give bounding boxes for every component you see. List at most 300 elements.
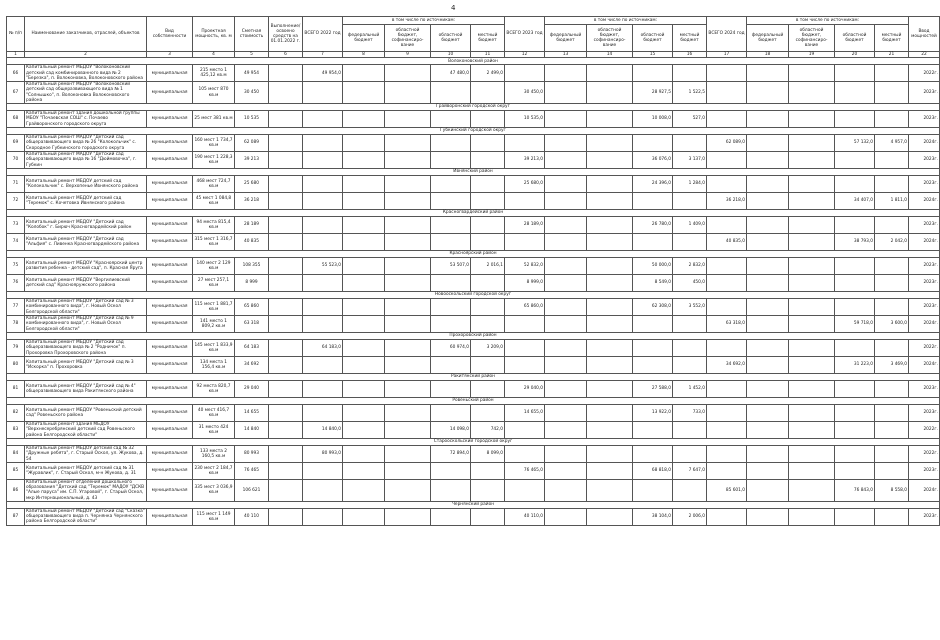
estimated-cost: 36 218 [235, 193, 269, 210]
total-2023 [505, 422, 545, 439]
regcofin-2023 [587, 381, 633, 398]
total-2024 [707, 508, 747, 525]
spent [269, 82, 303, 104]
fed-2022 [343, 193, 385, 210]
local-2024 [875, 176, 909, 193]
local-2023: 733,0 [673, 405, 707, 422]
regcofin-2022 [385, 316, 431, 333]
section-row [7, 292, 940, 299]
commission-year: 2022г. [909, 446, 940, 463]
reg-2024 [835, 405, 875, 422]
local-2022 [471, 152, 505, 169]
regcofin-2022 [385, 258, 431, 275]
row-num: 77 [7, 299, 25, 316]
fed-2024 [747, 381, 789, 398]
total-2022: 49 954,0 [303, 65, 343, 82]
capacity: 94 места 815,4 кв.м [193, 217, 235, 234]
estimated-cost: 40 110 [235, 508, 269, 525]
header-total-2024: ВСЕГО 2024 год [707, 17, 747, 52]
fed-2022 [343, 357, 385, 374]
regcofin-2024 [789, 446, 835, 463]
row-num: 81 [7, 381, 25, 398]
fed-2023 [545, 480, 587, 502]
fed-2024 [747, 193, 789, 210]
fed-2022 [343, 217, 385, 234]
fed-2022 [343, 340, 385, 357]
colnum: 22 [909, 52, 940, 58]
capacity: 335 мест 3 036,9 кв.м [193, 480, 235, 502]
ownership: муниципальная [147, 340, 193, 357]
total-2022 [303, 508, 343, 525]
colnum: 17 [707, 52, 747, 58]
regcofin-2022 [385, 381, 431, 398]
regcofin-2022 [385, 193, 431, 210]
ownership: муниципальная [147, 381, 193, 398]
fed-2023 [545, 65, 587, 82]
header-including-2022: в том числе по источникам: [343, 17, 505, 25]
estimated-cost: 10 535 [235, 111, 269, 128]
reg-2023 [633, 340, 673, 357]
regcofin-2022 [385, 357, 431, 374]
estimated-cost: 14 655 [235, 405, 269, 422]
colnum: 9 [385, 52, 431, 58]
ownership: муниципальная [147, 152, 193, 169]
section-title: Красногвардейский район [7, 210, 940, 217]
total-2024 [707, 340, 747, 357]
local-2023: 450,0 [673, 275, 707, 292]
regcofin-2022 [385, 299, 431, 316]
table-row [7, 217, 940, 234]
header-num: № п/п [7, 17, 25, 52]
local-2022: 742,0 [471, 422, 505, 439]
reg-2022 [431, 275, 471, 292]
regcofin-2023 [587, 446, 633, 463]
ownership: муниципальная [147, 299, 193, 316]
local-2023 [673, 65, 707, 82]
regcofin-2022 [385, 422, 431, 439]
local-2024 [875, 446, 909, 463]
reg-2023 [633, 446, 673, 463]
header-capacity: Проектная мощность, кв. м [193, 17, 235, 52]
regcofin-2023 [587, 234, 633, 251]
commission-year: 2023г. [909, 463, 940, 480]
fed-2022 [343, 480, 385, 502]
regcofin-2022 [385, 135, 431, 152]
fed-2023 [545, 111, 587, 128]
colnum: 20 [835, 52, 875, 58]
local-2024: 3 469,0 [875, 357, 909, 374]
total-2023: 39 213,0 [505, 152, 545, 169]
reg-2023: 50 000,0 [633, 258, 673, 275]
total-2024 [707, 275, 747, 292]
total-2022: 14 840,0 [303, 422, 343, 439]
colnum: 16 [673, 52, 707, 58]
header-fed-2023: федеральный бюджет [545, 25, 587, 52]
reg-2024 [835, 82, 875, 104]
total-2024: 40 835,0 [707, 234, 747, 251]
row-num: 66 [7, 65, 25, 82]
fed-2023 [545, 135, 587, 152]
spent [269, 176, 303, 193]
estimated-cost: 65 860 [235, 299, 269, 316]
section-row [7, 333, 940, 340]
object-name: Капитальный ремонт МБДОУ "Волоконовский детский сад комбинированного вида № 2 "Березка", п. Волоконовка, Волоконовского района [25, 65, 147, 82]
object-name: Капитальный ремонт МБДОУ детский сад № 31 "Журавлик", г. Старый Оскол, м-н Жукова, д. 31 [25, 463, 147, 480]
section-title: Волоконовский район [7, 58, 940, 65]
total-2024: 85 601,0 [707, 480, 747, 502]
total-2024 [707, 463, 747, 480]
object-name: Капитальный ремонт МБДОУ детский сад № 32 "Дружные ребята", г. Старый Оскол, ул. Жукова, д. 54 [25, 446, 147, 463]
reg-2022: 60 974,0 [431, 340, 471, 357]
regcofin-2023 [587, 316, 633, 333]
reg-2024: 59 718,0 [835, 316, 875, 333]
commission-year: 2023г. [909, 508, 940, 525]
capacity: 25 мест 381 кв.м [193, 111, 235, 128]
object-name: Капитальный ремонт МБДОУ "Детский сад общеразвивающего вида № 2 "Родничок" п. Прохоровка Прохоровского района [25, 340, 147, 357]
fed-2024 [747, 135, 789, 152]
section-row [7, 501, 940, 508]
capacity: 141 место 1 809,2 кв.м [193, 316, 235, 333]
regcofin-2023 [587, 340, 633, 357]
row-num: 69 [7, 135, 25, 152]
row-num: 75 [7, 258, 25, 275]
reg-2023: 68 818,0 [633, 463, 673, 480]
row-num: 67 [7, 82, 25, 104]
capacity: 31 место 424 кв.м [193, 422, 235, 439]
capacity: 92 места 820,7 кв.м [193, 381, 235, 398]
table-row [7, 176, 940, 193]
regcofin-2023 [587, 152, 633, 169]
total-2023: 52 832,0 [505, 258, 545, 275]
section-row [7, 104, 940, 111]
reg-2022 [431, 381, 471, 398]
local-2023 [673, 135, 707, 152]
estimated-cost: 49 954 [235, 65, 269, 82]
header-regcofin-2022: областной бюджет, софинансиро-вание [385, 25, 431, 52]
section-title: Новооскольский городской округ [7, 292, 940, 299]
table-row [7, 422, 940, 439]
object-name: Капитальный ремонт МБДОУ "Красноярский центр развития ребенка - детский сад", п. Красная Яруга [25, 258, 147, 275]
object-name: Капитальный ремонт МБДОУ "Ровеньский детский сад" Ровеньского района [25, 405, 147, 422]
capacity: 145 мест 1 833,9 кв.м [193, 340, 235, 357]
reg-2022 [431, 357, 471, 374]
local-2022 [471, 234, 505, 251]
header-local-2024: местный бюджет [875, 25, 909, 52]
commission-year: 2024г. [909, 316, 940, 333]
commission-year: 2024г. [909, 135, 940, 152]
table-row [7, 463, 940, 480]
reg-2024 [835, 258, 875, 275]
reg-2022 [431, 217, 471, 234]
spent [269, 193, 303, 210]
estimated-cost: 64 183 [235, 340, 269, 357]
object-name: Капитальный ремонт МАДОУ "Детский сад общеразвивающего вида № 16 "Дюймовочка", г. Губкин [25, 152, 147, 169]
estimated-cost: 39 213 [235, 152, 269, 169]
total-2022: 80 993,0 [303, 446, 343, 463]
document-table-area [6, 16, 938, 638]
local-2023: 2 832,0 [673, 258, 707, 275]
total-2023 [505, 316, 545, 333]
regcofin-2024 [789, 357, 835, 374]
reg-2022 [431, 193, 471, 210]
section-row [7, 169, 940, 176]
local-2022 [471, 357, 505, 374]
table-row [7, 340, 940, 357]
reg-2024 [835, 463, 875, 480]
reg-2022: 53 507,0 [431, 258, 471, 275]
reg-2023 [633, 234, 673, 251]
reg-2022 [431, 405, 471, 422]
local-2022 [471, 176, 505, 193]
estimated-cost: 8 999 [235, 275, 269, 292]
capacity: 134 места 1 156,4 кв.м [193, 357, 235, 374]
reg-2024 [835, 176, 875, 193]
total-2024 [707, 82, 747, 104]
fed-2024 [747, 463, 789, 480]
fed-2024 [747, 405, 789, 422]
fed-2024 [747, 176, 789, 193]
total-2024 [707, 111, 747, 128]
fed-2023 [545, 446, 587, 463]
ownership: муниципальная [147, 316, 193, 333]
header-fed-2024: федеральный бюджет [747, 25, 789, 52]
row-num: 68 [7, 111, 25, 128]
object-name: Капитальный ремонт МБДОУ "Детский сад "Сказка" общеразвивающего вида п. Чернянка Чернянского района Белгородской области" [26, 509, 145, 525]
section-row [7, 439, 940, 446]
reg-2023: 13 922,0 [633, 405, 673, 422]
spent [269, 217, 303, 234]
fed-2023 [545, 381, 587, 398]
section-row [7, 251, 940, 258]
fed-2022 [343, 111, 385, 128]
fed-2023 [545, 275, 587, 292]
regcofin-2024 [789, 316, 835, 333]
fed-2024 [747, 422, 789, 439]
reg-2022 [431, 508, 471, 525]
row-num: 83 [7, 422, 25, 439]
colnum: 10 [431, 52, 471, 58]
total-2023: 10 535,0 [505, 111, 545, 128]
header-local-2023: местный бюджет [673, 25, 707, 52]
regcofin-2024 [789, 258, 835, 275]
fed-2023 [545, 316, 587, 333]
regcofin-2022 [385, 65, 431, 82]
table-row [7, 82, 940, 104]
regcofin-2024 [789, 234, 835, 251]
colnum: 13 [545, 52, 587, 58]
total-2024 [707, 422, 747, 439]
object-name: Капитальный ремонт МБДОУ детский сад "Колокольчик" с. Верхопенье Ивнянского района [25, 176, 147, 193]
local-2023 [673, 446, 707, 463]
ownership: муниципальная [147, 258, 193, 275]
total-2024: 34 692,0 [707, 357, 747, 374]
total-2024 [707, 258, 747, 275]
fed-2023 [545, 405, 587, 422]
estimated-cost: 63 318 [235, 316, 269, 333]
fed-2022 [343, 275, 385, 292]
total-2022 [303, 381, 343, 398]
commission-year: 2022г. [909, 340, 940, 357]
fed-2024 [747, 217, 789, 234]
local-2024 [875, 381, 909, 398]
estimated-cost: 108 355 [235, 258, 269, 275]
fed-2024 [747, 446, 789, 463]
local-2022: 8 099,0 [471, 446, 505, 463]
local-2024 [875, 275, 909, 292]
fed-2022 [343, 446, 385, 463]
total-2022 [303, 480, 343, 502]
header-total-2023: ВСЕГО 2023 год [505, 17, 545, 52]
local-2023 [673, 316, 707, 333]
local-2023: 7 647,0 [673, 463, 707, 480]
capacity: 45 мест 1 084,8 кв.м [193, 193, 235, 210]
commission-year: 2023г. [909, 152, 940, 169]
total-2023: 29 040,0 [505, 381, 545, 398]
local-2022 [471, 480, 505, 502]
table-row [7, 111, 940, 128]
colnum: 6 [269, 52, 303, 58]
local-2022 [471, 135, 505, 152]
regcofin-2022 [385, 176, 431, 193]
spent [269, 381, 303, 398]
total-2022: 64 183,0 [303, 340, 343, 357]
fed-2022 [343, 381, 385, 398]
total-2023 [505, 135, 545, 152]
total-2022 [303, 405, 343, 422]
spent [269, 405, 303, 422]
regcofin-2024 [789, 217, 835, 234]
reg-2022 [431, 463, 471, 480]
reg-2024: 31 223,0 [835, 357, 875, 374]
total-2022 [303, 463, 343, 480]
fed-2022 [343, 258, 385, 275]
fed-2024 [747, 508, 789, 525]
reg-2023 [633, 480, 673, 502]
fed-2022 [343, 463, 385, 480]
local-2023: 3 137,0 [673, 152, 707, 169]
colnum: 3 [147, 52, 193, 58]
capacity: 140 мест 2 129 кв.м [193, 258, 235, 275]
regcofin-2024 [789, 193, 835, 210]
header-cost: Сметная стоимость [235, 17, 269, 52]
regcofin-2023 [587, 135, 633, 152]
estimated-cost: 62 089 [235, 135, 269, 152]
object-name: Капитальный ремонт МАДОУ "Детский сад общеразвивающего вида № 26 "Колокольчик" с. Скородное Губкинского городского округа [25, 135, 147, 152]
capacity: 315 мест 1 316,7 кв.м [193, 234, 235, 251]
total-2022 [303, 316, 343, 333]
row-num: 85 [7, 463, 25, 480]
section-title: Старооскольский городской округ [7, 439, 940, 446]
regcofin-2023 [587, 357, 633, 374]
commission-year: 2022г. [909, 65, 940, 82]
header-remaining: Выполнение/освоено средств на 01.01.2022 г. [269, 17, 303, 52]
total-2022 [303, 357, 343, 374]
total-2022 [303, 234, 343, 251]
regcofin-2022 [385, 480, 431, 502]
reg-2022 [431, 82, 471, 104]
table-row [7, 446, 940, 463]
fed-2024 [747, 480, 789, 502]
total-2024 [707, 446, 747, 463]
estimated-cost: 14 840 [235, 422, 269, 439]
total-2024 [707, 152, 747, 169]
spent [269, 299, 303, 316]
local-2024: 4 957,0 [875, 135, 909, 152]
reg-2024 [835, 275, 875, 292]
fed-2022 [343, 299, 385, 316]
spent [269, 446, 303, 463]
reg-2023 [633, 193, 673, 210]
fed-2023 [545, 152, 587, 169]
row-num: 84 [7, 446, 25, 463]
section-title: Ровеньский район [7, 398, 940, 405]
ownership: муниципальная [147, 405, 193, 422]
colnum: 11 [471, 52, 505, 58]
total-2024 [707, 65, 747, 82]
section-row [7, 58, 940, 65]
reg-2022 [431, 299, 471, 316]
reg-2023: 26 780,0 [633, 217, 673, 234]
fed-2023 [545, 217, 587, 234]
estimated-cost: 76 465 [235, 463, 269, 480]
object-name: Капитальный ремонт МБДОУ "Детский сад "Колобок" г. Бирюч Красногвардейский район [25, 217, 147, 234]
object-name: Капитальный ремонт МБДОУ "Детский сад № 3 комбинированного вида", г. Новый Оскол Белгородской области" [25, 299, 147, 316]
spent [269, 480, 303, 502]
spent [269, 316, 303, 333]
regcofin-2024 [789, 82, 835, 104]
total-2023 [505, 446, 545, 463]
regcofin-2023 [587, 193, 633, 210]
object-name: Капитальный ремонт здания дошкольной группы МБОУ "Почаевская СОШ" с. Почаево Грайворонского городского округа [25, 111, 147, 128]
row-num: 70 [7, 152, 25, 169]
total-2022 [303, 152, 343, 169]
ownership: муниципальная [147, 111, 193, 128]
section-title: Грайворонский городской округ [7, 104, 940, 111]
header-name: Наименование заказчиков, отраслей, объектов [25, 17, 147, 52]
regcofin-2023 [587, 405, 633, 422]
section-title: Чернянский район [7, 501, 940, 508]
total-2022 [303, 275, 343, 292]
spent [269, 152, 303, 169]
total-2022 [303, 135, 343, 152]
commission-year: 2023г. [909, 299, 940, 316]
commission-year: 2024г. [909, 357, 940, 374]
header-regcofin-2024: областной бюджет, софинансиро-вание [789, 25, 835, 52]
local-2022: 2 016,1 [471, 258, 505, 275]
table-row [7, 357, 940, 374]
header-including-2024: в том числе по источникам: [747, 17, 909, 25]
local-2024: 2 042,0 [875, 234, 909, 251]
fed-2023 [545, 340, 587, 357]
reg-2022 [431, 234, 471, 251]
commission-year: 2023г. [909, 176, 940, 193]
investment-table [6, 16, 940, 526]
regcofin-2022 [385, 152, 431, 169]
regcofin-2023 [587, 480, 633, 502]
reg-2023: 8 549,0 [633, 275, 673, 292]
colnum: 7 [303, 52, 343, 58]
row-num: 78 [7, 316, 25, 333]
total-2023: 76 465,0 [505, 463, 545, 480]
total-2022 [303, 193, 343, 210]
header-including-2023: в том числе по источникам: [545, 17, 707, 25]
regcofin-2024 [789, 275, 835, 292]
regcofin-2024 [789, 135, 835, 152]
local-2023: 1 522,5 [673, 82, 707, 104]
regcofin-2024 [789, 65, 835, 82]
total-2023: 14 655,0 [505, 405, 545, 422]
total-2022 [303, 299, 343, 316]
